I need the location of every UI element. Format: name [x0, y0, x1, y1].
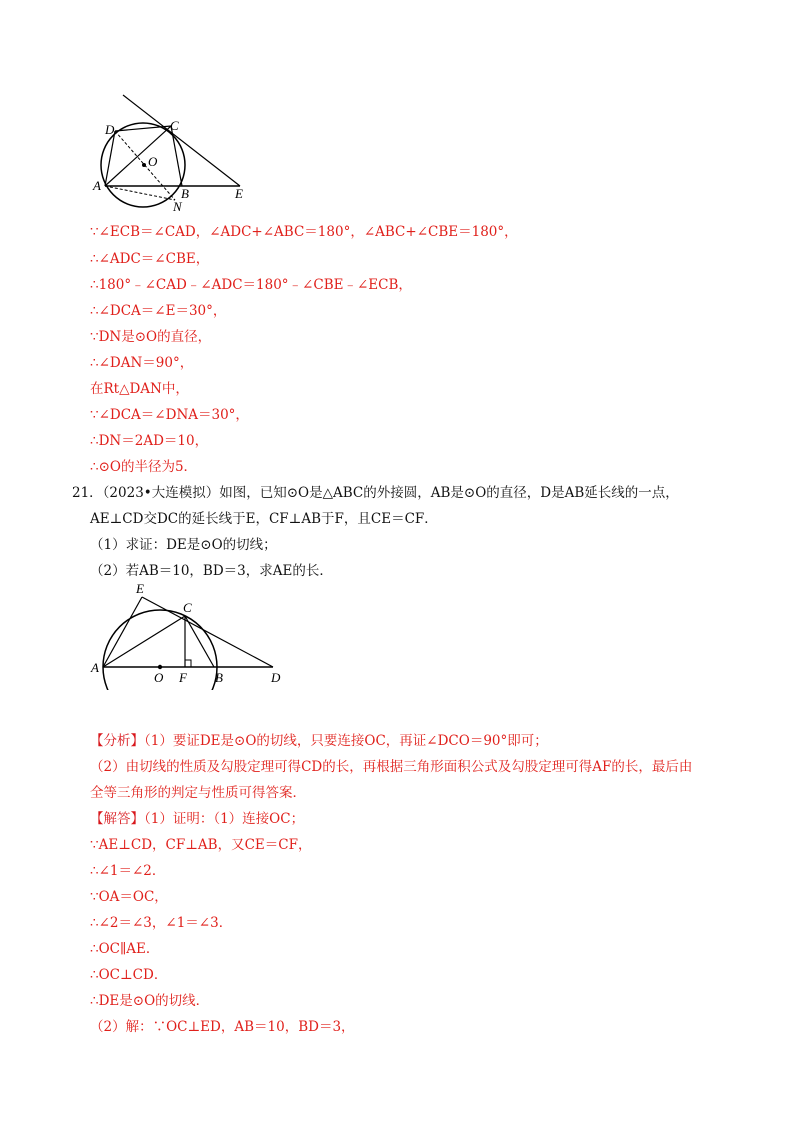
segment-cb: [185, 616, 214, 667]
label-e: E: [136, 581, 144, 596]
answer-step: ∵OA＝OC，: [90, 889, 168, 905]
label-d: D: [105, 122, 115, 137]
solution-line: ∴⊙O的半径为5．: [90, 459, 198, 475]
answer-step: ∴OC⊥CD．: [90, 967, 168, 983]
problem-21-stem-cont: AE⊥CD交DC的延长线于E，CF⊥AB于F，且CE＝CF．: [90, 511, 438, 527]
tangent-line: [123, 95, 240, 186]
center-point: [158, 665, 162, 669]
label-o: O: [148, 154, 158, 169]
answer-step: ∴DE是⊙O的切线．: [90, 993, 210, 1009]
label-e: E: [235, 186, 243, 201]
label-o: O: [154, 670, 164, 685]
solution-line: ∴∠DAN＝90°，: [90, 355, 194, 371]
solution-line: ∴∠DCA＝∠E＝30°，: [90, 303, 227, 319]
solution-line: ∴180°﹣∠CAD﹣∠ADC＝180°﹣∠CBE﹣∠ECB，: [90, 277, 412, 293]
answer-tag: 【解答】: [90, 811, 144, 827]
solution-line: 在Rt△DAN中，: [90, 381, 189, 397]
figure-1-circle-tangent: [85, 90, 265, 215]
label-n: N: [173, 199, 182, 214]
label-c: C: [170, 118, 179, 133]
answer-step: ∴∠2＝∠3，∠1＝∠3．: [90, 915, 233, 931]
label-b: B: [215, 670, 223, 685]
problem-21-stem: 21．（2023•大连模拟）如图，已知⊙O是△ABC的外接圆，AB是⊙O的直径，D是AB延长线的一点，: [72, 485, 679, 501]
answer-step: （2）解：∵OC⊥ED，AB＝10，BD＝3，: [90, 1019, 355, 1035]
solution-line: ∵∠DCA＝∠DNA＝30°，: [90, 407, 249, 423]
analysis-line-2: （2）由切线的性质及勾股定理可得CD的长，再根据三角形面积公式及勾股定理可得AF的长，最后由: [90, 759, 693, 775]
problem-21-question-2: （2）若AB＝10，BD＝3，求AE的长．: [90, 563, 333, 579]
label-a: A: [93, 178, 101, 193]
solution-line: ∵∠ECB＝∠CAD，∠ADC+∠ABC＝180°，∠ABC+∠CBE＝180°，: [90, 224, 518, 240]
label-f: F: [179, 670, 187, 685]
answer-text: （1）证明：（1）连接OC；: [144, 811, 305, 827]
figure-2-circle-tangent: [85, 580, 295, 690]
analysis-line-1: [90, 732, 548, 750]
right-angle-mark: [185, 660, 191, 667]
answer-step: ∵AE⊥CD，CF⊥AB，又CE＝CF，: [90, 837, 312, 853]
analysis-line-3: 全等三角形的判定与性质可得答案．: [90, 785, 306, 801]
analysis-text: （1）要证DE是⊙O的切线，只要连接OC，再证∠DCO＝90°即可；: [144, 733, 548, 749]
solution-line: ∴DN＝2AD＝10，: [90, 433, 209, 449]
solution-line: ∴∠ADC＝∠CBE，: [90, 251, 210, 267]
segment-ac: [105, 126, 171, 186]
segment-ac: [103, 616, 185, 667]
label-a: A: [91, 660, 99, 675]
label-b: B: [181, 186, 189, 201]
answer-line-1: [90, 810, 304, 828]
problem-21-question-1: （1）求证：DE是⊙O的切线；: [90, 537, 277, 553]
center-point: [142, 163, 146, 167]
analysis-tag: 【分析】: [90, 733, 144, 749]
answer-step: ∴∠1＝∠2．: [90, 863, 166, 879]
solution-line: ∵DN是⊙O的直径，: [90, 329, 212, 345]
answer-step: ∴OC∥AE．: [90, 941, 160, 957]
label-c: C: [183, 600, 192, 615]
segment-ae: [103, 597, 142, 667]
label-d: D: [271, 670, 281, 685]
segment-cb: [171, 126, 182, 186]
